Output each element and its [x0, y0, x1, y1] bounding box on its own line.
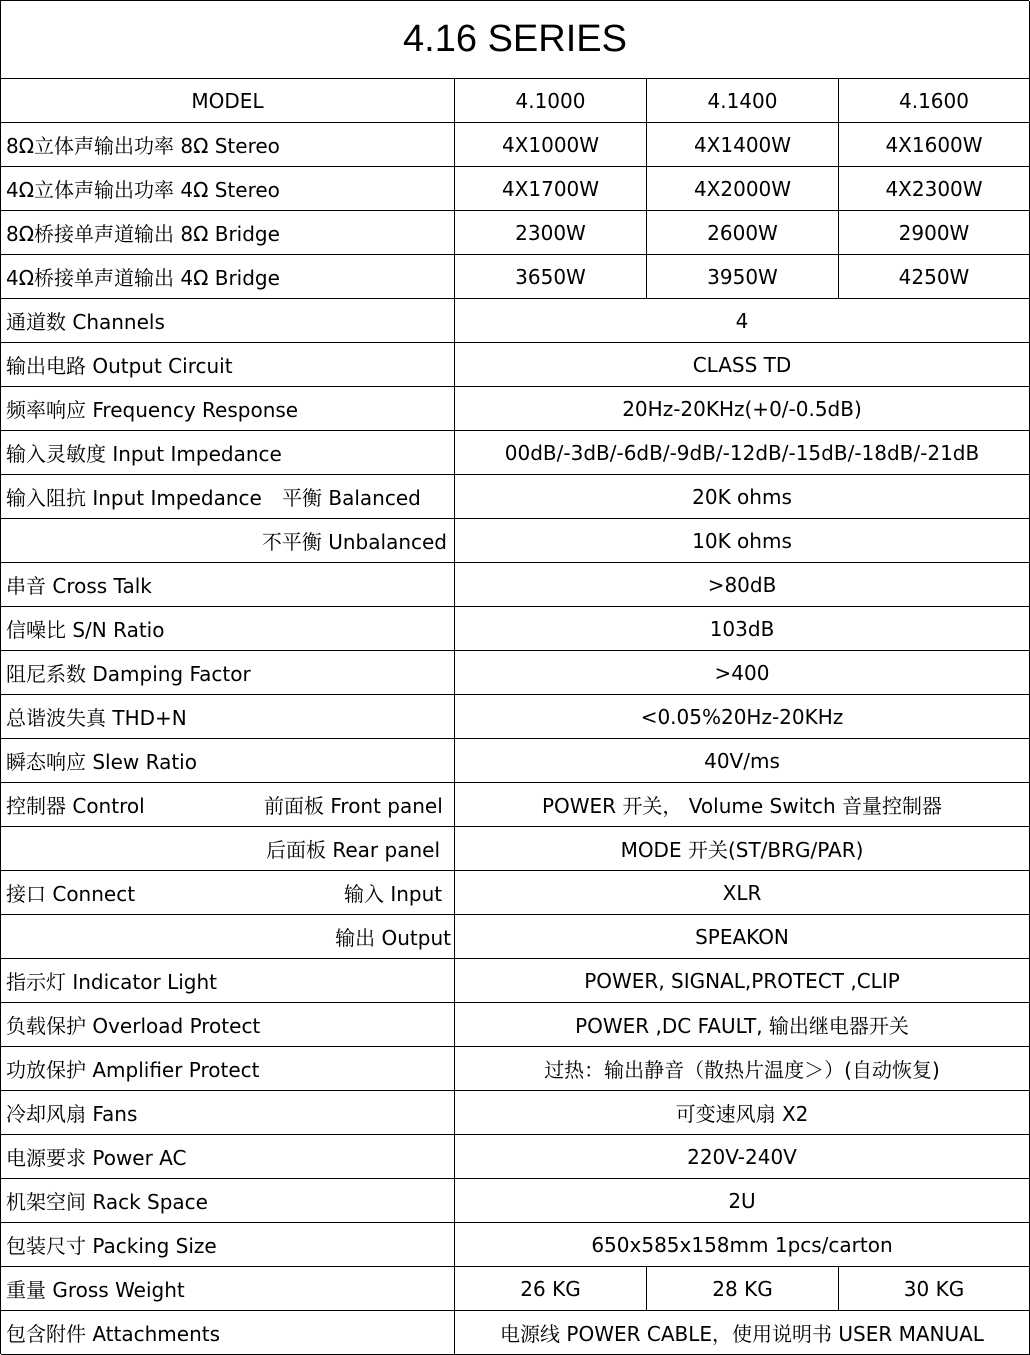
sn-ratio-label: 信噪比 S/N Ratio [1, 607, 455, 650]
thd-label: 总谐波失真 THD+N [1, 695, 455, 738]
output-circuit-row [1, 343, 1030, 387]
overload-row [1, 1003, 1030, 1047]
slew-ratio-value: 40V/ms [455, 739, 1030, 782]
slew-ratio-label: 瞬态响应 Slew Ratio [1, 739, 455, 782]
sn-ratio-value: 103dB [455, 607, 1030, 650]
control-front-value: POWER 开关， Volume Switch 音量控制器 [455, 783, 1030, 826]
channels-value: 4 [455, 299, 1030, 342]
impedance-balanced-value: 20K ohms [455, 475, 1030, 518]
rear-panel-label: 后面板 Rear panel [1, 827, 455, 870]
damping-factor-value: >400 [455, 651, 1030, 694]
damping-factor-row [1, 651, 1030, 695]
input-label: 输入 Input [344, 882, 443, 906]
frequency-response-row [1, 387, 1030, 431]
frequency-response-label: 频率响应 Frequency Response [1, 387, 455, 430]
rack-space-value: 2U [455, 1179, 1030, 1222]
attachments-label: 包含附件 Attachments [1, 1311, 455, 1354]
indicator-label: 指示灯 Indicator Light [1, 959, 455, 1002]
balanced-label: 平衡 Balanced [282, 486, 421, 510]
bridge-4-value-1: 3650W [455, 255, 647, 298]
connect-label [1, 871, 455, 914]
control-rear-row [1, 827, 1030, 871]
bridge-8-row [1, 211, 1030, 255]
control-main-label: 控制器 Control [6, 794, 145, 818]
control-rear-value: MODE 开关(ST/BRG/PAR) [455, 827, 1030, 870]
amp-protect-row [1, 1047, 1030, 1091]
packing-size-value: 650x585x158mm 1pcs/carton [455, 1223, 1030, 1266]
rack-space-row [1, 1179, 1030, 1223]
stereo-4-value-1: 4X1700W [455, 167, 647, 210]
bridge-4-value-2: 3950W [647, 255, 839, 298]
connect-input-value: XLR [455, 871, 1030, 914]
input-sensitivity-row [1, 431, 1030, 475]
output-label: 输出 Output [1, 915, 455, 958]
rack-space-label: 机架空间 Rack Space [1, 1179, 455, 1222]
bridge-8-value-2: 2600W [647, 211, 839, 254]
stereo-4-value-2: 4X2000W [647, 167, 839, 210]
model-4-1600: 4.1600 [839, 79, 1030, 122]
frequency-response-value: 20Hz-20KHz(+0/-0.5dB) [455, 387, 1030, 430]
stereo-8-value-3: 4X1600W [839, 123, 1030, 166]
gross-weight-label: 重量 Gross Weight [1, 1267, 455, 1310]
power-ac-row [1, 1135, 1030, 1179]
channels-row [1, 299, 1030, 343]
bridge-8-label: 8Ω桥接单声道输出 8Ω Bridge [1, 211, 455, 254]
power-ac-label: 电源要求 Power AC [1, 1135, 455, 1178]
packing-size-label: 包装尺寸 Packing Size [1, 1223, 455, 1266]
stereo-8-label: 8Ω立体声输出功率 8Ω Stereo [1, 123, 455, 166]
impedance-balanced-row [1, 475, 1030, 519]
overload-value: POWER ,DC FAULT, 输出继电器开关 [455, 1003, 1030, 1046]
thd-value: <0.05%20Hz-20KHz [455, 695, 1030, 738]
power-ac-value: 220V-240V [455, 1135, 1030, 1178]
bridge-4-value-3: 4250W [839, 255, 1030, 298]
stereo-8-value-1: 4X1000W [455, 123, 647, 166]
overload-label: 负载保护 Overload Protect [1, 1003, 455, 1046]
model-4-1000: 4.1000 [455, 79, 647, 122]
stereo-4-row [1, 167, 1030, 211]
input-sensitivity-label: 输入灵敏度 Input Impedance [1, 431, 455, 474]
output-circuit-value: CLASS TD [455, 343, 1030, 386]
input-impedance-main-label: 输入阻抗 Input Impedance [6, 486, 262, 510]
connect-output-row [1, 915, 1030, 959]
connect-main-label: 接口 Connect [6, 882, 136, 906]
cross-talk-label: 串音 Cross Talk [1, 563, 455, 606]
attachments-row [1, 1311, 1030, 1355]
bridge-8-value-3: 2900W [839, 211, 1030, 254]
fans-value: 可变速风扇 X2 [455, 1091, 1030, 1134]
model-label: MODEL [1, 79, 455, 122]
bridge-4-row [1, 255, 1030, 299]
channels-label: 通道数 Channels [1, 299, 455, 342]
gross-weight-row [1, 1267, 1030, 1311]
damping-factor-label: 阻尼系数 Damping Factor [1, 651, 455, 694]
stereo-8-row [1, 123, 1030, 167]
sn-ratio-row [1, 607, 1030, 651]
front-panel-label: 前面板 Front panel [264, 794, 443, 818]
gross-weight-value-2: 28 KG [647, 1267, 839, 1310]
gross-weight-value-1: 26 KG [455, 1267, 647, 1310]
sheet-title: 4.16 SERIES [1, 1, 1030, 79]
indicator-row [1, 959, 1030, 1003]
fans-label: 冷却风扇 Fans [1, 1091, 455, 1134]
input-sensitivity-value: 00dB/-3dB/-6dB/-9dB/-12dB/-15dB/-18dB/-21dB [455, 431, 1030, 474]
amp-protect-label: 功放保护 Amplifier Protect [1, 1047, 455, 1090]
indicator-value: POWER, SIGNAL,PROTECT ,CLIP [455, 959, 1030, 1002]
impedance-unbalanced-row [1, 519, 1030, 563]
stereo-4-label: 4Ω立体声输出功率 4Ω Stereo [1, 167, 455, 210]
unbalanced-label: 不平衡 Unbalanced [1, 519, 455, 562]
connect-input-row [1, 871, 1030, 915]
impedance-unbalanced-value: 10K ohms [455, 519, 1030, 562]
stereo-4-value-3: 4X2300W [839, 167, 1030, 210]
bridge-4-label: 4Ω桥接单声道输出 4Ω Bridge [1, 255, 455, 298]
bridge-8-value-1: 2300W [455, 211, 647, 254]
control-front-row [1, 783, 1030, 827]
control-label [1, 783, 455, 826]
model-row [1, 79, 1030, 123]
connect-output-value: SPEAKON [455, 915, 1030, 958]
packing-size-row [1, 1223, 1030, 1267]
fans-row [1, 1091, 1030, 1135]
cross-talk-value: >80dB [455, 563, 1030, 606]
stereo-8-value-2: 4X1400W [647, 123, 839, 166]
output-circuit-label: 输出电路 Output Circuit [1, 343, 455, 386]
model-4-1400: 4.1400 [647, 79, 839, 122]
amp-protect-value: 过热：输出静音（散热片温度＞）(自动恢复) [455, 1047, 1030, 1090]
input-impedance-label [1, 475, 455, 518]
attachments-value: 电源线 POWER CABLE，使用说明书 USER MANUAL [455, 1311, 1030, 1354]
gross-weight-value-3: 30 KG [839, 1267, 1030, 1310]
thd-row [1, 695, 1030, 739]
slew-ratio-row [1, 739, 1030, 783]
cross-talk-row [1, 563, 1030, 607]
